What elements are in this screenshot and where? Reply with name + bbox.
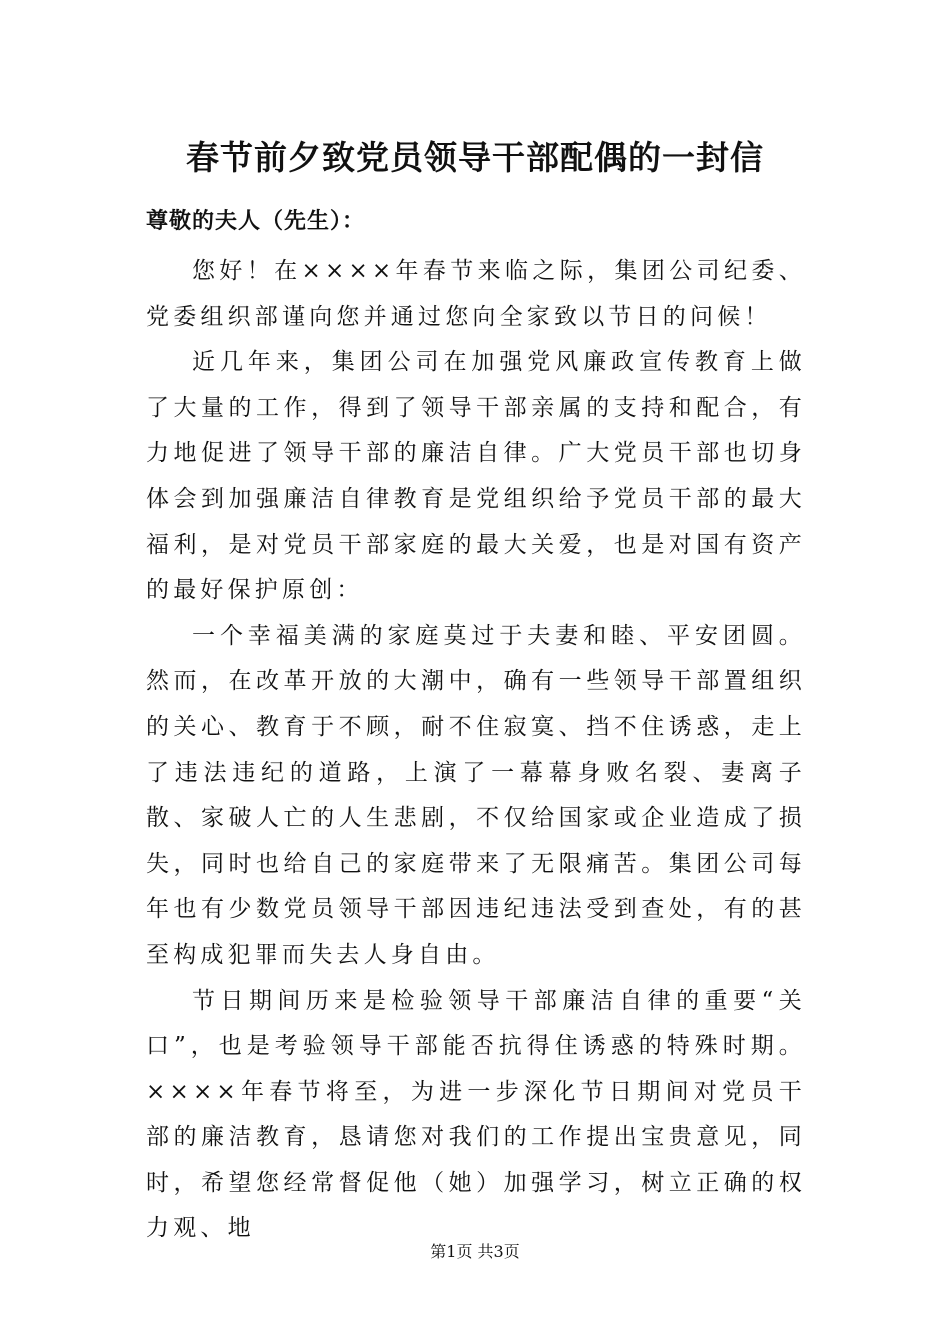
paragraph-request: 节日期间历来是检验领导干部廉洁自律的重要“关口”，也是考验领导干部能否抗得住诱惑的特殊时期。××××年春节将至，为进一步深化节日期间对党员干部的廉洁教育，恳请您对我们的工作提出宝贵意见，同时，希望您经常督促他（她）加强学习，树立正确的权力观、地 [146, 987, 806, 1242]
paragraph-greeting: 您好！在××××年春节来临之际，集团公司纪委、党委组织部谨向您并通过您向全家致以节日的问候！ [146, 258, 806, 330]
paragraph-background: 近几年来，集团公司在加强党风廉政宣传教育上做了大量的工作，得到了领导干部亲属的支持和配合，有力地促进了领导干部的廉洁自律。广大党员干部也切身体会到加强廉洁自律教育是党组织给予党员干部的最大福利，是对党员干部家庭的最大关爱，也是对国有资产的最好保护原创： [146, 349, 806, 604]
document-title: 春节前夕致党员领导干部配偶的一封信 [186, 138, 764, 177]
page-indicator: 第1页 共3页 [430, 1242, 520, 1261]
letter-body [146, 197, 806, 1252]
salutation: 尊敬的夫人（先生）： [146, 208, 366, 234]
paragraph-warning: 一个幸福美满的家庭莫过于夫妻和睦、平安团圆。然而，在改革开放的大潮中，确有一些领导干部置组织的关心、教育于不顾，耐不住寂寞、挡不住诱惑，走上了违法违纪的道路，上演了一幕幕身败名裂、妻离子散、家破人亡的人生悲剧，不仅给国家或企业造成了损失，同时也给自己的家庭带来了无限痛苦。集团公司每年也有少数党员领导干部因违纪违法受到查处，有的甚至构成犯罪而失去人身自由。 [146, 622, 806, 968]
